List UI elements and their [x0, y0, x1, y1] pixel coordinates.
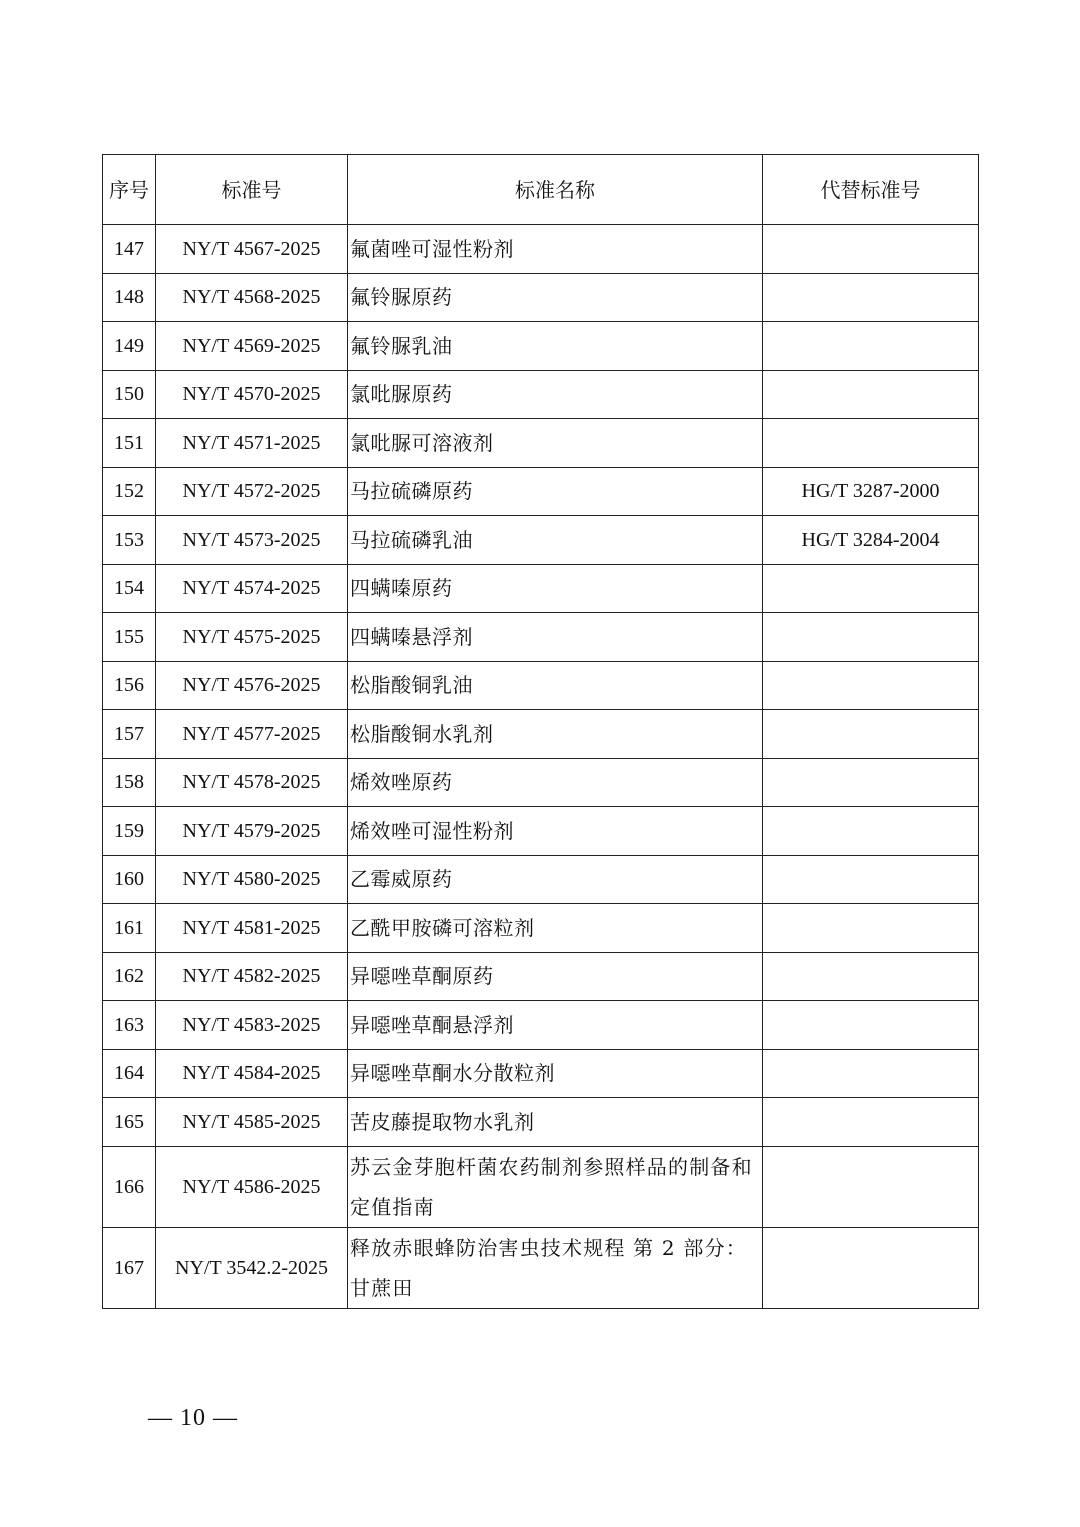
row-replaces — [763, 1098, 979, 1147]
table-row — [103, 273, 979, 322]
row-name: 烯效唑原药 — [348, 758, 763, 807]
table-row — [103, 661, 979, 710]
row-replaces — [763, 855, 979, 904]
row-no: 153 — [103, 516, 156, 565]
row-name: 氯吡脲可溶液剂 — [348, 419, 763, 468]
row-replaces — [763, 225, 979, 274]
row-code: NY/T 4585-2025 — [156, 1098, 348, 1147]
table-row — [103, 904, 979, 953]
row-code: NY/T 4567-2025 — [156, 225, 348, 274]
table-row — [103, 710, 979, 759]
row-code: NY/T 4570-2025 — [156, 370, 348, 419]
row-no: 160 — [103, 855, 156, 904]
row-code: NY/T 4578-2025 — [156, 758, 348, 807]
row-name: 异噁唑草酮原药 — [348, 952, 763, 1001]
row-no: 150 — [103, 370, 156, 419]
row-code: NY/T 4584-2025 — [156, 1049, 348, 1098]
table-row — [103, 322, 979, 371]
row-no: 151 — [103, 419, 156, 468]
row-no: 161 — [103, 904, 156, 953]
row-name: 乙酰甲胺磷可溶粒剂 — [348, 904, 763, 953]
standards-table — [102, 154, 979, 1309]
row-no: 158 — [103, 758, 156, 807]
header-name: 标准名称 — [348, 155, 763, 225]
table-row — [103, 855, 979, 904]
table-row — [103, 807, 979, 856]
table-row — [103, 564, 979, 613]
row-name: 马拉硫磷原药 — [348, 467, 763, 516]
row-no: 163 — [103, 1001, 156, 1050]
row-replaces — [763, 1227, 979, 1308]
header-no: 序号 — [103, 155, 156, 225]
row-code: NY/T 3542.2-2025 — [156, 1227, 348, 1308]
row-replaces — [763, 1001, 979, 1050]
table-row — [103, 1098, 979, 1147]
row-code: NY/T 4574-2025 — [156, 564, 348, 613]
row-name: 烯效唑可湿性粉剂 — [348, 807, 763, 856]
row-no: 155 — [103, 613, 156, 662]
table-row — [103, 1001, 979, 1050]
row-name: 释放赤眼蜂防治害虫技术规程 第 2 部分：甘蔗田 — [348, 1227, 763, 1308]
row-name: 异噁唑草酮水分散粒剂 — [348, 1049, 763, 1098]
row-name: 氯吡脲原药 — [348, 370, 763, 419]
row-code: NY/T 4582-2025 — [156, 952, 348, 1001]
row-no: 147 — [103, 225, 156, 274]
row-name: 四螨嗪悬浮剂 — [348, 613, 763, 662]
row-no: 154 — [103, 564, 156, 613]
row-no: 162 — [103, 952, 156, 1001]
row-code: NY/T 4577-2025 — [156, 710, 348, 759]
row-replaces — [763, 370, 979, 419]
row-code: NY/T 4571-2025 — [156, 419, 348, 468]
table-row — [103, 952, 979, 1001]
table-row — [103, 613, 979, 662]
row-replaces — [763, 758, 979, 807]
row-code: NY/T 4583-2025 — [156, 1001, 348, 1050]
row-name: 马拉硫磷乳油 — [348, 516, 763, 565]
row-name: 异噁唑草酮悬浮剂 — [348, 1001, 763, 1050]
row-name: 松脂酸铜水乳剂 — [348, 710, 763, 759]
table-row — [103, 467, 979, 516]
row-no: 164 — [103, 1049, 156, 1098]
table-row — [103, 1049, 979, 1098]
page-number: — 10 — — [148, 1405, 238, 1431]
table-row — [103, 225, 979, 274]
row-replaces — [763, 807, 979, 856]
row-code: NY/T 4579-2025 — [156, 807, 348, 856]
row-name: 四螨嗪原药 — [348, 564, 763, 613]
row-replaces — [763, 613, 979, 662]
row-replaces — [763, 419, 979, 468]
row-name: 氟菌唑可湿性粉剂 — [348, 225, 763, 274]
row-replaces — [763, 1146, 979, 1227]
row-replaces — [763, 322, 979, 371]
table-row — [103, 1146, 979, 1227]
row-replaces: HG/T 3284-2004 — [763, 516, 979, 565]
row-name: 氟铃脲原药 — [348, 273, 763, 322]
row-code: NY/T 4568-2025 — [156, 273, 348, 322]
row-no: 152 — [103, 467, 156, 516]
table-row — [103, 758, 979, 807]
table-row — [103, 516, 979, 565]
row-no: 148 — [103, 273, 156, 322]
row-no: 167 — [103, 1227, 156, 1308]
row-no: 149 — [103, 322, 156, 371]
header-code: 标准号 — [156, 155, 348, 225]
row-name: 松脂酸铜乳油 — [348, 661, 763, 710]
row-no: 157 — [103, 710, 156, 759]
row-name: 乙霉威原药 — [348, 855, 763, 904]
row-code: NY/T 4572-2025 — [156, 467, 348, 516]
row-replaces — [763, 710, 979, 759]
row-replaces — [763, 273, 979, 322]
row-replaces — [763, 661, 979, 710]
table-header-row — [103, 155, 979, 225]
row-no: 165 — [103, 1098, 156, 1147]
table-row — [103, 419, 979, 468]
row-code: NY/T 4586-2025 — [156, 1146, 348, 1227]
row-replaces — [763, 904, 979, 953]
table-row — [103, 370, 979, 419]
row-name: 苏云金芽胞杆菌农药制剂参照样品的制备和定值指南 — [348, 1146, 763, 1227]
header-replaces: 代替标准号 — [763, 155, 979, 225]
row-no: 159 — [103, 807, 156, 856]
row-code: NY/T 4576-2025 — [156, 661, 348, 710]
table-row — [103, 1227, 979, 1308]
row-no: 156 — [103, 661, 156, 710]
row-code: NY/T 4580-2025 — [156, 855, 348, 904]
row-name: 氟铃脲乳油 — [348, 322, 763, 371]
row-name: 苦皮藤提取物水乳剂 — [348, 1098, 763, 1147]
row-replaces: HG/T 3287-2000 — [763, 467, 979, 516]
row-no: 166 — [103, 1146, 156, 1227]
row-replaces — [763, 1049, 979, 1098]
row-replaces — [763, 564, 979, 613]
row-replaces — [763, 952, 979, 1001]
row-code: NY/T 4569-2025 — [156, 322, 348, 371]
row-code: NY/T 4575-2025 — [156, 613, 348, 662]
row-code: NY/T 4581-2025 — [156, 904, 348, 953]
row-code: NY/T 4573-2025 — [156, 516, 348, 565]
